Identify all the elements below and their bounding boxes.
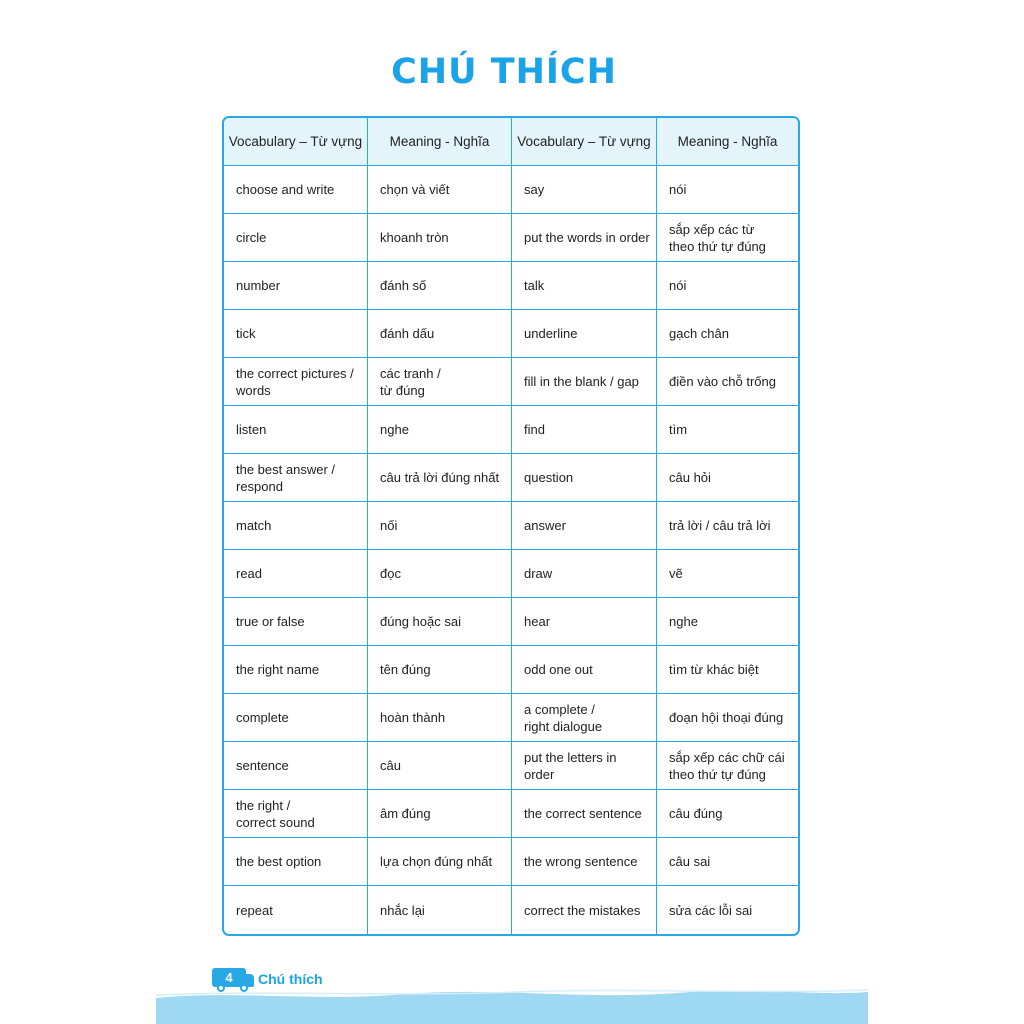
meaning-cell: nghe [368,406,512,454]
meaning-cell: các tranh / từ đúng [368,358,512,406]
vocabulary-cell: sentence [224,742,368,790]
vocabulary-cell: listen [224,406,368,454]
vocabulary-cell: talk [512,262,657,310]
meaning-cell: âm đúng [368,790,512,838]
meaning-cell: lựa chọn đúng nhất [368,838,512,886]
meaning-cell: nhắc lại [368,886,512,934]
vocabulary-cell: odd one out [512,646,657,694]
vocabulary-cell: tick [224,310,368,358]
meaning-cell: đánh số [368,262,512,310]
meaning-cell: sửa các lỗi sai [669,902,753,918]
meaning-cell: câu sai [657,838,798,886]
vocabulary-cell: repeat [224,886,368,934]
column-header: Vocabulary – Từ vựng [224,118,368,166]
meaning-cell: khoanh tròn [368,214,512,262]
meaning-cell: nói [657,262,798,310]
meaning-cell: nối [368,502,512,550]
vocabulary-cell: match [224,502,368,550]
vocabulary-cell: put the letters in order [512,742,657,790]
meaning-cell: vẽ [657,550,798,598]
meaning-cell: câu đúng [657,790,798,838]
vocabulary-cell: circle [224,214,368,262]
footer-label: Chú thích [258,971,323,987]
vocabulary-cell: true or false [224,598,368,646]
column-header: Meaning - Nghĩa [657,118,798,166]
vocabulary-cell: number [224,262,368,310]
meaning-cell: trả lời / câu trả lời [657,502,798,550]
vocabulary-cell: say [512,166,657,214]
vocabulary-cell: the right / correct sound [224,790,368,838]
vocabulary-cell: a complete / right dialogue [512,694,657,742]
meaning-cell: hoàn thành [368,694,512,742]
column-header: Vocabulary – Từ vựng [512,118,657,166]
meaning-cell: gạch chân [657,310,798,358]
meaning-cell: nói [657,166,798,214]
meaning-cell: câu [368,742,512,790]
meaning-cell: tìm từ khác biệt [657,646,798,694]
column-header: Meaning - Nghĩa [368,118,512,166]
page-title: CHÚ THÍCH [391,52,617,92]
meaning-cell: điền vào chỗ trống [657,358,798,406]
meaning-cell: nghe [657,598,798,646]
vocabulary-cell: find [512,406,657,454]
meaning-cell: sắp xếp các từ theo thứ tự đúng [657,214,798,262]
vocabulary-cell: the best option [224,838,368,886]
vocabulary-cell: read [224,550,368,598]
vocabulary-cell: fill in the blank / gap [512,358,657,406]
vocabulary-cell: hear [512,598,657,646]
meaning-cell: sắp xếp các chữ cái theo thứ tự đúng [657,742,798,790]
vocabulary-cell: correct the mistakes [512,886,657,934]
meaning-cell: đánh dấu [368,310,512,358]
meaning-cell: tìm [657,406,798,454]
meaning-cell: đúng hoặc sai [368,598,512,646]
vocabulary-cell: choose and write [224,166,368,214]
meaning-cell: tên đúng [368,646,512,694]
vocabulary-cell: the right name [224,646,368,694]
wave-decoration [156,984,868,1024]
vocabulary-cell: the wrong sentence [512,838,657,886]
vocabulary-cell: complete [224,694,368,742]
vocabulary-table [222,116,800,936]
vocabulary-cell: the correct sentence [512,790,657,838]
meaning-cell: đọc [368,550,512,598]
meaning-cell: đoạn hội thoại đúng [657,694,798,742]
page-number: 4 [212,968,246,987]
meaning-cell: câu hỏi [657,454,798,502]
vocabulary-cell: underline [512,310,657,358]
vocabulary-cell: the best answer / respond [224,454,368,502]
vocabulary-cell: the correct pictures / words [224,358,368,406]
meaning-cell: chọn và viết [368,166,512,214]
vocabulary-cell: draw [512,550,657,598]
vocabulary-cell: answer [512,502,657,550]
vocabulary-cell: question [512,454,657,502]
meaning-cell: câu trả lời đúng nhất [368,454,512,502]
vocabulary-cell: put the words in order [512,214,657,262]
